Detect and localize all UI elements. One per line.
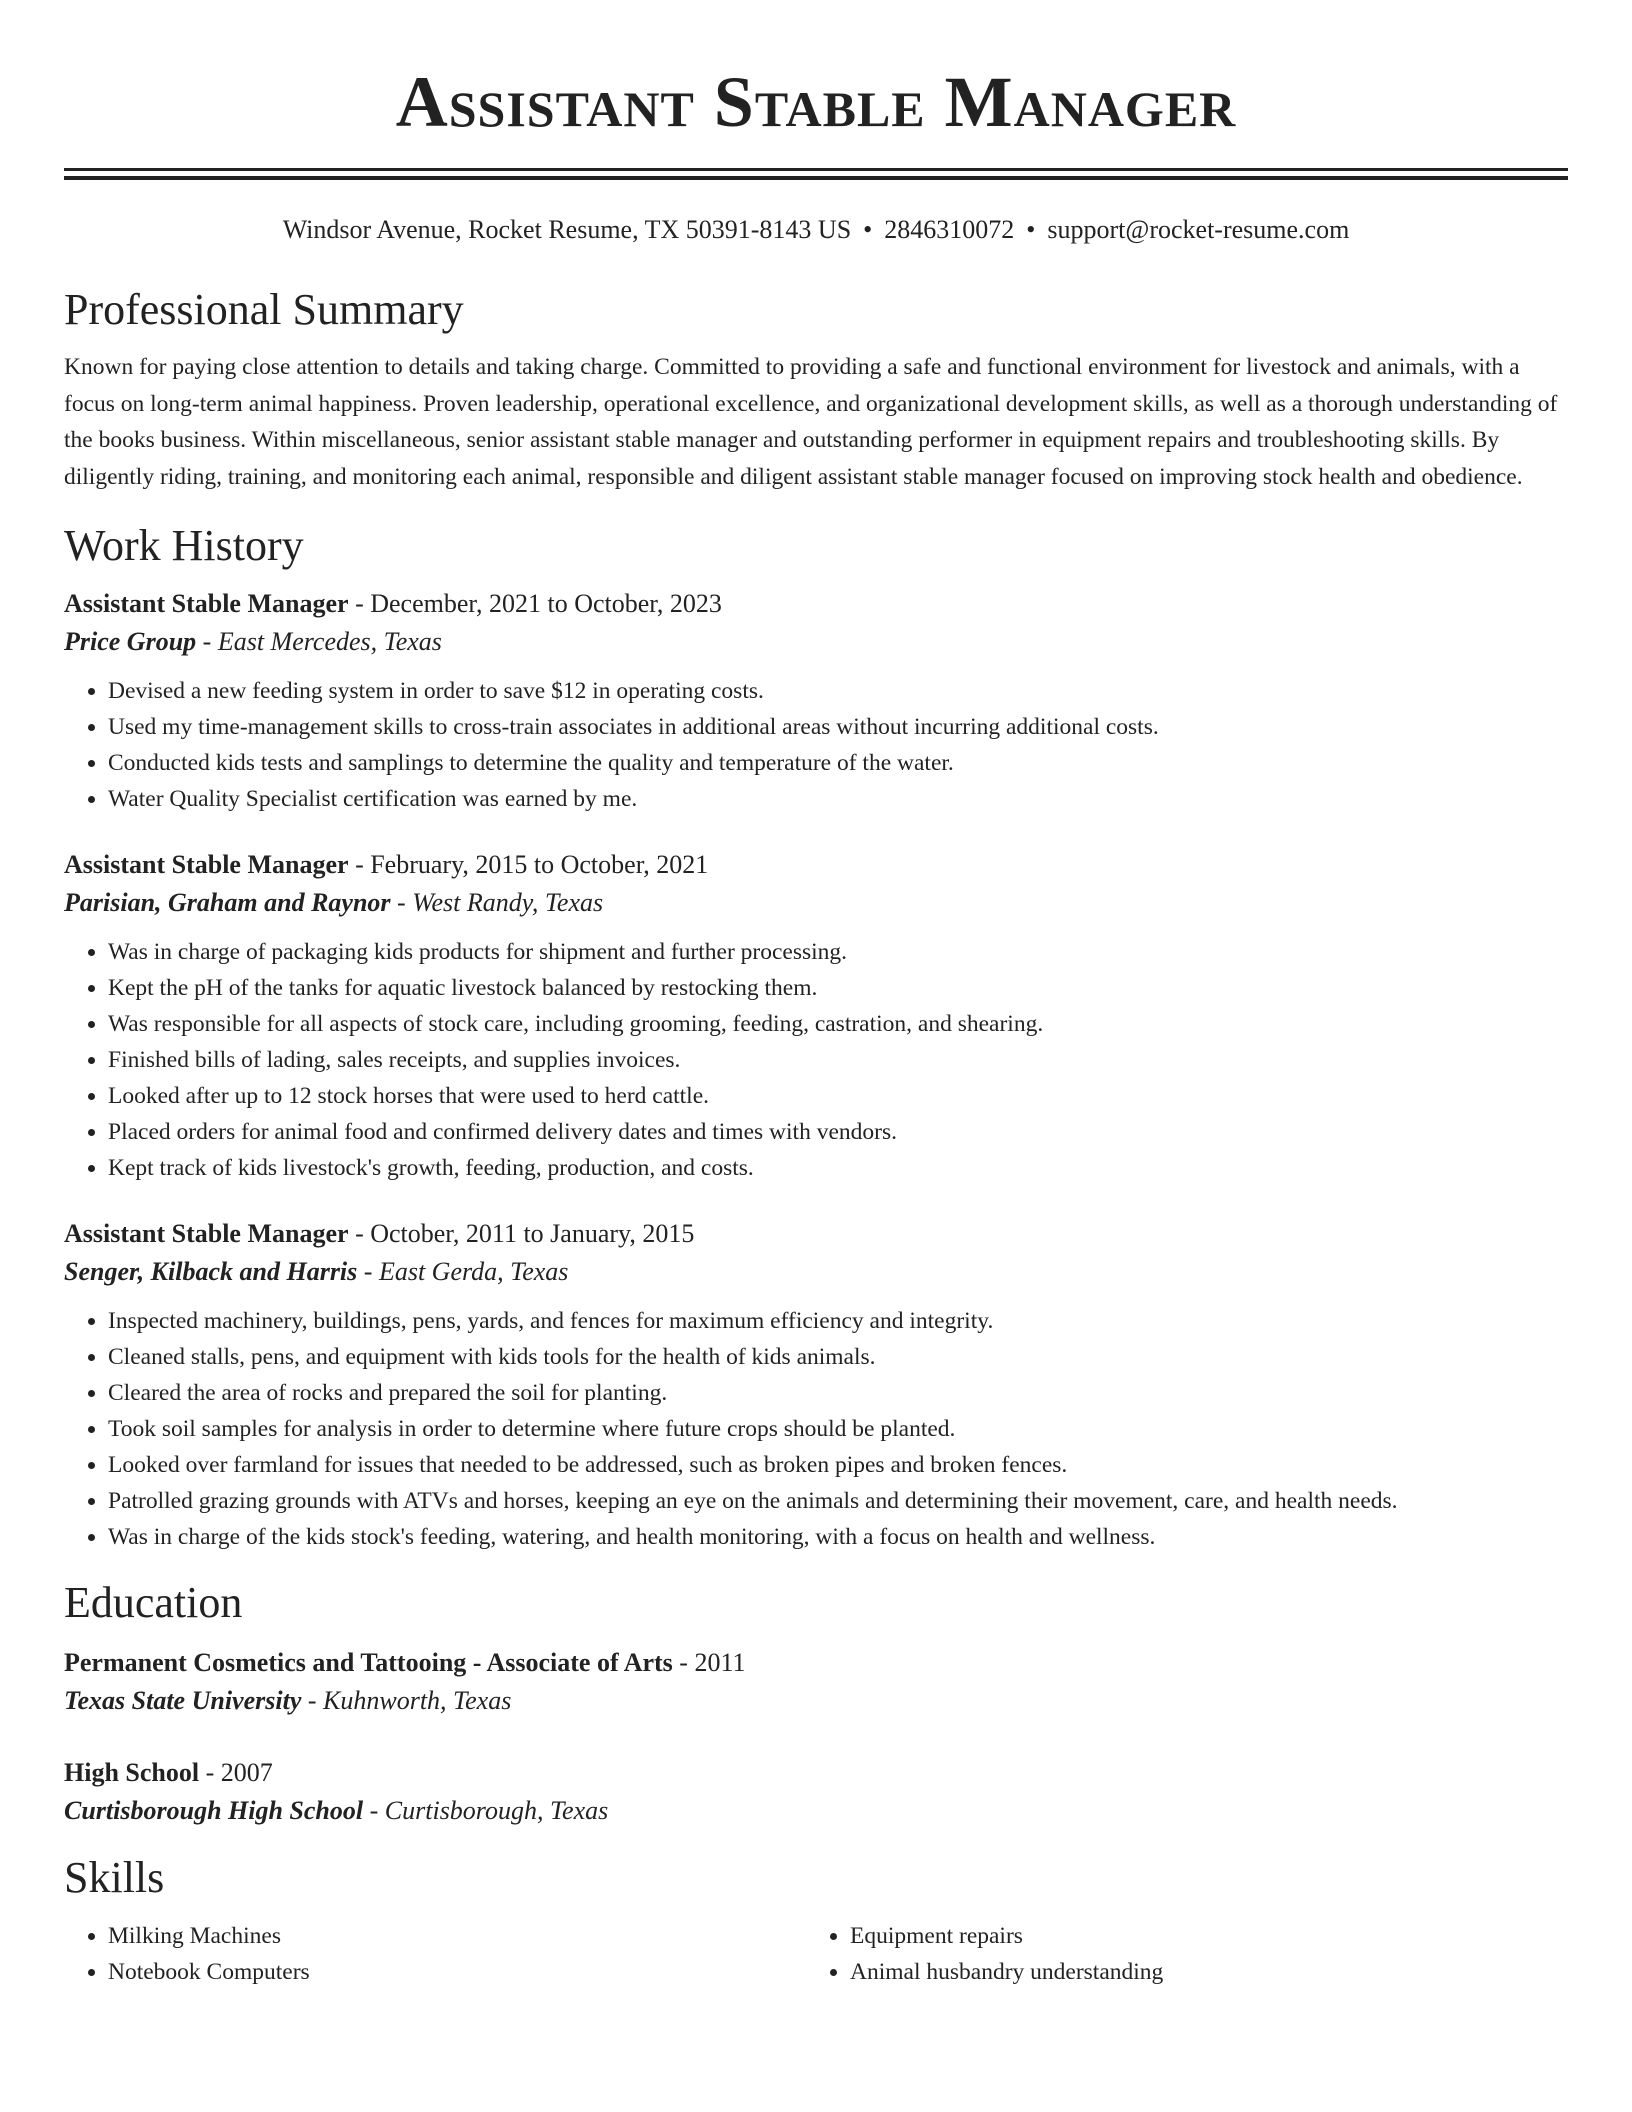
header-rule-top <box>64 168 1568 171</box>
list-item: • Kept the pH of the tanks for aquatic livestock balanced by restocking them. <box>108 970 1568 1006</box>
education-school-line <box>64 1792 1568 1830</box>
list-item: • Looked over farmland for issues that needed to be addressed, such as broken pipes and broken fences. <box>108 1447 1568 1483</box>
education-entry <box>64 1644 1568 1720</box>
job-location: - West Randy, Texas <box>390 888 604 917</box>
job-company: Price Group <box>64 627 197 656</box>
skills-list <box>806 1918 1548 1990</box>
contact-separator: • <box>863 215 873 244</box>
list-item: • Milking Machines <box>108 1918 806 1954</box>
job-entry <box>64 1215 1568 1555</box>
skills-column-left <box>64 1918 806 1990</box>
contact-separator: • <box>1026 215 1036 244</box>
list-item: • Finished bills of lading, sales receipts, and supplies invoices. <box>108 1042 1568 1078</box>
resume-page <box>64 0 1568 1990</box>
education-heading-line <box>64 1644 1568 1682</box>
list-item: • Was in charge of packaging kids products for shipment and further processing. <box>108 934 1568 970</box>
job-location: - East Mercedes, Texas <box>196 627 442 656</box>
job-bullets <box>64 934 1568 1186</box>
education-school: Texas State University <box>64 1686 302 1715</box>
job-company: Senger, Kilback and Harris <box>64 1257 358 1286</box>
job-role: Assistant Stable Manager <box>64 850 349 879</box>
list-item: • Inspected machinery, buildings, pens, yards, and fences for maximum efficiency and integrity. <box>108 1303 1568 1339</box>
list-item: • Devised a new feeding system in order to save $12 in operating costs. <box>108 673 1568 709</box>
summary-heading: Professional Summary <box>64 285 464 334</box>
job-employer <box>64 884 1568 922</box>
education-entry <box>64 1754 1568 1830</box>
list-item: • Water Quality Specialist certification was earned by me. <box>108 781 1568 817</box>
job-heading <box>64 1215 1568 1253</box>
skills-grid <box>64 1918 1568 1990</box>
resume-name: Assistant Stable Manager <box>395 62 1237 142</box>
education-heading-line <box>64 1754 1568 1792</box>
list-item: • Cleared the area of rocks and prepared the soil for planting. <box>108 1375 1568 1411</box>
education-location: - Kuhnworth, Texas <box>301 1686 512 1715</box>
job-employer <box>64 623 1568 661</box>
skills-column-right <box>806 1918 1548 1990</box>
job-heading <box>64 846 1568 884</box>
list-item: • Looked after up to 12 stock horses that were used to herd cattle. <box>108 1078 1568 1114</box>
list-item: • Patrolled grazing grounds with ATVs and horses, keeping an eye on the animals and determining their movement, care, and health needs. <box>108 1483 1568 1519</box>
job-bullets <box>64 1303 1568 1555</box>
work-history-heading: Work History <box>64 521 304 570</box>
education-school: Curtisborough High School <box>64 1796 364 1825</box>
job-bullets <box>64 673 1568 817</box>
list-item: • Took soil samples for analysis in order to determine where future crops should be planted. <box>108 1411 1568 1447</box>
skills-heading: Skills <box>64 1853 165 1902</box>
contact-phone: 2846310072 <box>884 215 1015 244</box>
education-degree: High School <box>64 1758 200 1787</box>
contact-line <box>64 214 1568 246</box>
education-degree: Permanent Cosmetics and Tattooing - Associate of Arts <box>64 1648 673 1677</box>
education-heading: Education <box>64 1578 243 1627</box>
job-dates: - February, 2015 to October, 2021 <box>348 850 709 879</box>
list-item: • Was in charge of the kids stock's feeding, watering, and health monitoring, with a focus on health and wellness. <box>108 1519 1568 1555</box>
list-item: • Animal husbandry understanding <box>850 1954 1548 1990</box>
list-item: • Notebook Computers <box>108 1954 806 1990</box>
list-item: • Was responsible for all aspects of stock care, including grooming, feeding, castration, and shearing. <box>108 1006 1568 1042</box>
list-item: • Placed orders for animal food and confirmed delivery dates and times with vendors. <box>108 1114 1568 1150</box>
job-entry <box>64 846 1568 1186</box>
job-role: Assistant Stable Manager <box>64 1219 349 1248</box>
education-year: - 2007 <box>199 1758 273 1787</box>
header-rule-bottom <box>64 176 1568 180</box>
education-location: - Curtisborough, Texas <box>363 1796 609 1825</box>
job-employer <box>64 1253 1568 1291</box>
job-dates: - December, 2021 to October, 2023 <box>348 589 722 618</box>
list-item: • Used my time-management skills to cross-train associates in additional areas without incurring additional costs. <box>108 709 1568 745</box>
list-item: • Equipment repairs <box>850 1918 1548 1954</box>
job-role: Assistant Stable Manager <box>64 589 349 618</box>
contact-email: support@rocket-resume.com <box>1047 215 1350 244</box>
education-year: - 2011 <box>672 1648 746 1677</box>
contact-address: Windsor Avenue, Rocket Resume, TX 50391-8143 US <box>282 215 852 244</box>
job-heading <box>64 585 1568 623</box>
list-item: • Kept track of kids livestock's growth, feeding, production, and costs. <box>108 1150 1568 1186</box>
job-entry <box>64 585 1568 817</box>
job-company: Parisian, Graham and Raynor <box>64 888 391 917</box>
summary-text: Known for paying close attention to details and taking charge. Committed to providing a safe and functional environment for livestock and animals, with a focus on long-term animal happiness. Proven leadership, operational excellence, and organizational development skills, as well as a thorough understanding of the books business. Within miscellaneous, senior assistant stable manager and outstanding performer in equipment repairs and troubleshooting skills. By diligently riding, training, and monitoring each animal, responsible and diligent assistant stable manager focused on improving stock health and obedience. <box>64 354 1558 490</box>
list-item: • Conducted kids tests and samplings to determine the quality and temperature of the water. <box>108 745 1568 781</box>
job-dates: - October, 2011 to January, 2015 <box>348 1219 695 1248</box>
list-item: • Cleaned stalls, pens, and equipment with kids tools for the health of kids animals. <box>108 1339 1568 1375</box>
education-school-line <box>64 1682 1568 1720</box>
skills-list <box>64 1918 806 1990</box>
job-location: - East Gerda, Texas <box>357 1257 569 1286</box>
